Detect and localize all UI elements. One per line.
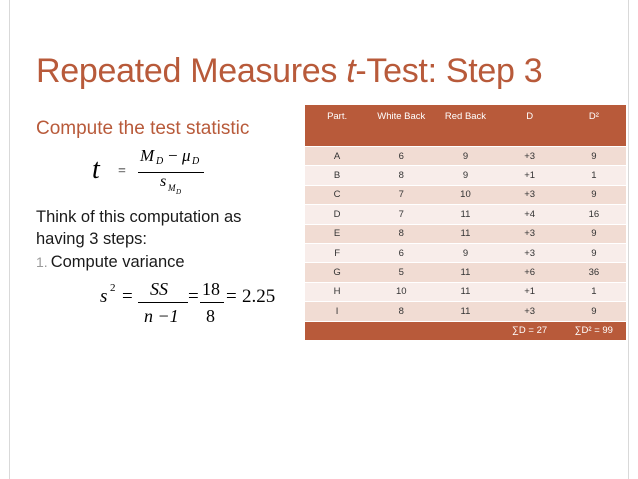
table-row [305, 147, 626, 166]
formula-var-den2: 8 [206, 306, 215, 326]
table-cell: 9 [562, 302, 626, 321]
table-footer-row [305, 321, 626, 340]
table-cell: 8 [369, 302, 433, 321]
table-cell: 11 [433, 263, 497, 282]
table-cell: 9 [433, 243, 497, 262]
table-row [305, 166, 626, 185]
footer-cell [433, 321, 497, 340]
table-row [305, 243, 626, 262]
footer-sum-d: ∑D = 27 [498, 321, 562, 340]
table-cell: +3 [498, 147, 562, 166]
table-cell: 10 [433, 185, 497, 204]
table-row [305, 282, 626, 301]
formula-t-den-subsub: D [176, 188, 182, 196]
table-cell: F [305, 243, 369, 262]
formula-t-minus: − [168, 146, 178, 165]
header-difference: D [498, 105, 562, 147]
header-participant: Part. [305, 105, 369, 147]
formula-var-result: 2.25 [242, 286, 276, 307]
table-cell: 11 [433, 282, 497, 301]
table-cell: 9 [433, 147, 497, 166]
table-cell: 1 [562, 282, 626, 301]
table-cell: 9 [562, 147, 626, 166]
formula-t-fraction-bar [138, 172, 204, 173]
table-cell: 8 [369, 224, 433, 243]
slide-left-border [9, 0, 10, 479]
table-cell: 6 [369, 147, 433, 166]
table-cell: +1 [498, 282, 562, 301]
formula-var-ss: SS [150, 279, 168, 299]
formula-t-equals: = [118, 164, 126, 179]
body-paragraph: Think of this computation as having 3 steps: [36, 208, 242, 248]
table-cell: +3 [498, 243, 562, 262]
table-cell: 10 [369, 282, 433, 301]
formula-t-num-mu-sub: D [192, 156, 200, 167]
formula-var-equals-1: = [122, 286, 133, 307]
list-item-text: Compute variance [50, 253, 185, 271]
list-item-step-1 [36, 253, 185, 272]
footer-cell [369, 321, 433, 340]
table-cell: G [305, 263, 369, 282]
table-cell: E [305, 224, 369, 243]
table-cell: 9 [562, 224, 626, 243]
table-cell: C [305, 185, 369, 204]
table-row [305, 302, 626, 321]
table-cell: 11 [433, 224, 497, 243]
formula-var-num2: 18 [202, 279, 220, 299]
formula-t-num-mu: μ [182, 146, 191, 165]
footer-cell [305, 321, 369, 340]
table-cell: 9 [562, 243, 626, 262]
list-item-number: 1. [36, 254, 48, 270]
footer-sum-d-squared: ∑D² = 99 [562, 321, 626, 340]
table-row [305, 224, 626, 243]
header-difference-squared: D² [562, 105, 626, 147]
formula-var-equals-2: = [188, 286, 199, 307]
header-red-back: Red Back [433, 105, 497, 147]
formula-var-fraction-bar-2 [200, 302, 224, 303]
slide-title: Repeated Measures t-Test: Step 3 [36, 52, 543, 90]
formula-var-den: n −1 [144, 306, 179, 326]
table-cell: +6 [498, 263, 562, 282]
table-cell: D [305, 205, 369, 224]
table-cell: +3 [498, 185, 562, 204]
formula-t-den-s: s [160, 173, 167, 190]
table-cell: +3 [498, 224, 562, 243]
slide-subtitle: Compute the test statistic [36, 118, 250, 139]
table-cell: 36 [562, 263, 626, 282]
table-cell: 7 [369, 205, 433, 224]
table-cell: H [305, 282, 369, 301]
table-cell: 8 [369, 166, 433, 185]
table-cell: 9 [433, 166, 497, 185]
table-cell: 9 [562, 185, 626, 204]
formula-t-num-M-sub: D [156, 156, 164, 167]
table-cell: B [305, 166, 369, 185]
table-cell: 6 [369, 243, 433, 262]
table-header-row [305, 105, 626, 147]
table-row [305, 263, 626, 282]
formula-var-fraction-bar-1 [138, 302, 188, 303]
table-row [305, 205, 626, 224]
table-cell: +1 [498, 166, 562, 185]
formula-var-sup: 2 [110, 282, 116, 294]
formula-var-s: s [100, 286, 108, 307]
table-cell: +4 [498, 205, 562, 224]
table-cell: I [305, 302, 369, 321]
table-cell: 7 [369, 185, 433, 204]
formula-t-symbol: t [92, 154, 100, 185]
table-cell: 16 [562, 205, 626, 224]
table-cell: +3 [498, 302, 562, 321]
table-cell: A [305, 147, 369, 166]
table-cell: 1 [562, 166, 626, 185]
paired-data-table [305, 105, 626, 340]
table-cell: 5 [369, 263, 433, 282]
formula-t-den-sub: M [168, 183, 176, 193]
header-white-back: White Back [369, 105, 433, 147]
formula-t-num-M: M [140, 146, 155, 165]
table-cell: 11 [433, 302, 497, 321]
table-cell: 11 [433, 205, 497, 224]
formula-var-equals-3: = [226, 286, 237, 307]
slide-right-border [628, 0, 629, 479]
table-row [305, 185, 626, 204]
